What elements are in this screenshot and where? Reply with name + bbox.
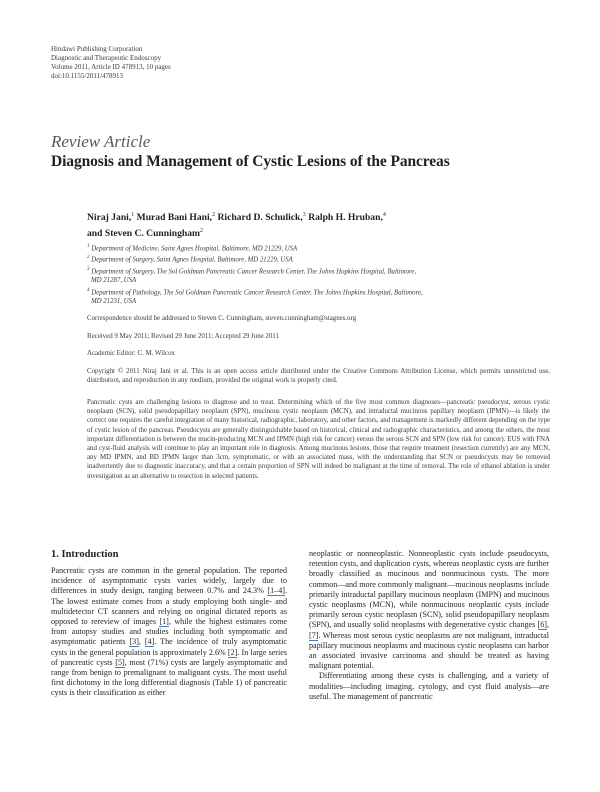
body-text: . The lowest estimate comes from a study employing both single- and multidetector CT scanners and relying on original dictated reports as opposed to rereview of images xyxy=(51,586,287,627)
affiliation-text: Department of Surgery, Saint Agnes Hospital, Baltimore, MD 21229, USA xyxy=(89,256,293,264)
body-text: , xyxy=(546,620,549,630)
publisher-name: Hindawi Publishing Corporation xyxy=(51,45,143,53)
journal-masthead xyxy=(51,45,171,81)
body-paragraph xyxy=(51,566,287,699)
citation-link[interactable]: [7] xyxy=(309,630,319,640)
affiliation-num: 4 xyxy=(87,287,90,293)
affiliation-num: 1 xyxy=(87,244,90,249)
body-column-left xyxy=(51,566,287,699)
article-dates: Received 9 May 2011; Revised 29 June 2011; Accepted 29 June 2011 xyxy=(87,333,279,340)
author-name: and Steven C. Cunningham xyxy=(87,227,201,239)
body-text: , xyxy=(138,637,145,647)
author-name: Richard D. Schulick, xyxy=(215,212,303,224)
author-name: Ralph H. Hruban, xyxy=(305,212,383,224)
affiliation-text: Department of Pathology, The Sol Goldman Pancreatic Cancer Research Center, The Johns Hopkins Hospital, Baltimore, xyxy=(89,288,423,296)
author-affil-num: 2 xyxy=(212,212,216,218)
affiliation-text: Department of Surgery, The Sol Goldman Pancreatic Cancer Research Center, The Johns Hopkins Hospital, Baltimore, xyxy=(89,268,417,276)
citation-link[interactable]: [2] xyxy=(227,647,238,657)
author-name: Murad Bani Hani, xyxy=(134,212,213,224)
body-text: . In large series of pancreatic cysts xyxy=(51,647,287,667)
affiliation-num: 2 xyxy=(87,255,90,261)
affiliation xyxy=(87,286,557,297)
body-text: neoplastic or nonneoplastic. Nonneoplastic cysts include pseudocysts, retention cysts, and duplication cysts, whereas neoplastic cysts are further broadly classified as mucinous and nonmucinous cysts. The more common—and more commonly malignant—mucinous neoplasms include primarily intraductal papillary mucinous neoplasm (IMPN) and mucinous cystic neoplasms (MCN), while nonmucinous neoplastic cysts include primarily serous cystic neoplasm (SCN), solid pseudopapillary neoplasm (SPN), and usually solid neoplasms with degenerative cystic changes xyxy=(309,549,549,630)
affiliation-continued: MD 21231, USA xyxy=(91,298,137,306)
affiliation-list xyxy=(87,242,557,306)
journal-name: Diagnostic and Therapeutic Endoscopy xyxy=(51,54,162,62)
body-text: . Whereas most serous cystic neoplasms are not malignant, intraductal papillary mucinous neoplasms and mucinous cystic neoplasms can harbor an associated invasive carcinoma and should be treated as having malignant potential. xyxy=(309,630,549,671)
affiliation xyxy=(87,242,557,253)
body-text: Pancreatic cysts are common in the general population. The reported incidence of asymptomatic cysts varies widely, largely due to differences in study design, ranging between 0.7% and 24.3% xyxy=(51,566,287,596)
author-affil-num: 4 xyxy=(382,212,386,218)
citation-link[interactable]: [6] xyxy=(537,620,547,630)
body-text: . The incidence of truly asymptomatic cysts in the general population is approximately 2.6% xyxy=(51,637,287,657)
body-paragraph xyxy=(309,549,549,671)
citation-link[interactable]: [1] xyxy=(159,617,169,627)
citation-link[interactable]: [1–4] xyxy=(267,586,285,596)
citation-link[interactable]: [3] xyxy=(129,637,139,647)
body-text: , while the highest estimates come from autopsy studies and studies including both symptomatic and asymptomatic patients xyxy=(51,617,287,647)
citation-link[interactable]: [4] xyxy=(144,637,155,647)
author-affil-num: 3 xyxy=(302,212,306,218)
abstract: Pancreatic cysts are challenging lesions to diagnose and to treat. Determining which of the five most common diagnoses—pancreatic pseudocyst, serous cystic neoplasm (SCN), solid pseudopapillary neoplasm (SPN), mucinous cystic neoplasm (MCN), and intraductal mucinous papillary neoplasm (IPMN)—is likely the correct one requires the careful integration of many historical, radiographic, laboratory, and other factors, and management is markedly different depending on the type of cystic lesion of the pancreas. Pseudocysts are generally distinguishable based on historical, clinical and radiographic characteristics, and among the others, the most important differentiation is between the mucin-producing MCN and IPMN (high risk for cancer) versus the serous SCN and SPN (low risk for cancer). EUS with FNA and cyst-fluid analysis will continue to play an important role in diagnosis. Among mucinous lesions, those that require treatment (resection currently) are any MCN, any MD IPMN, and BD IPMN larger than 3cm, symptomatic, or with an associated mass, with the understanding that SCN or pseudocysts may be removed inadvertently due to diagnostic inaccuracy, and that a certain proportion of SPN will indeed be malignant at the time of removal. The role of ethanol ablation is under investigation as an alternative to resection in selected patients. xyxy=(87,399,550,480)
article-title: Diagnosis and Management of Cystic Lesions of the Pancreas xyxy=(51,153,450,170)
affiliation xyxy=(87,253,557,264)
affiliation-num: 3 xyxy=(87,266,90,272)
author-affil-num: 2 xyxy=(200,227,204,234)
doi: doi:10.1155/2011/478913 xyxy=(51,72,124,80)
author-list xyxy=(87,209,557,240)
citation-link[interactable]: [5] xyxy=(115,657,125,667)
volume-info: Volume 2011, Article ID 478913, 10 pages xyxy=(51,63,171,71)
body-column-right xyxy=(309,549,549,702)
body-paragraph: Differentiating among these cysts is challenging, and a variety of modalities—including imaging, cytology, and cyst fluid analysis—are useful. The management of pancreatic xyxy=(309,671,549,701)
affiliation xyxy=(87,265,557,276)
article-type: Review Article xyxy=(51,132,151,151)
affiliation-text: Department of Medicine, Saint Agnes Hospital, Baltimore, MD 21229, USA xyxy=(89,245,298,253)
author-affil-num: 1 xyxy=(131,212,135,218)
copyright-notice: Copyright © 2011 Niraj Jani et al. This is an open access article distributed under the Creative Commons Attribution License, which permits unrestricted use, distribution, and reproduction in any medium, provided the original work is properly cited. xyxy=(87,368,550,385)
correspondence: Correspondence should be addressed to Steven C. Cunningham, steven.cunningham@stagnes.org xyxy=(87,315,357,322)
affiliation-continued: MD 21287, USA xyxy=(91,277,137,285)
author-name: Niraj Jani, xyxy=(87,212,132,224)
section-heading: 1. Introduction xyxy=(51,549,119,560)
academic-editor: Academic Editor: C. M. Wilcox xyxy=(87,350,176,357)
body-text: , most (71%) cysts are largely asymptomatic and range from benign to premalignant to malignant cysts. The most useful first dichotomy in the long differential diagnosis (Table 1) of pancreatic cysts is their classification as either xyxy=(51,657,287,698)
